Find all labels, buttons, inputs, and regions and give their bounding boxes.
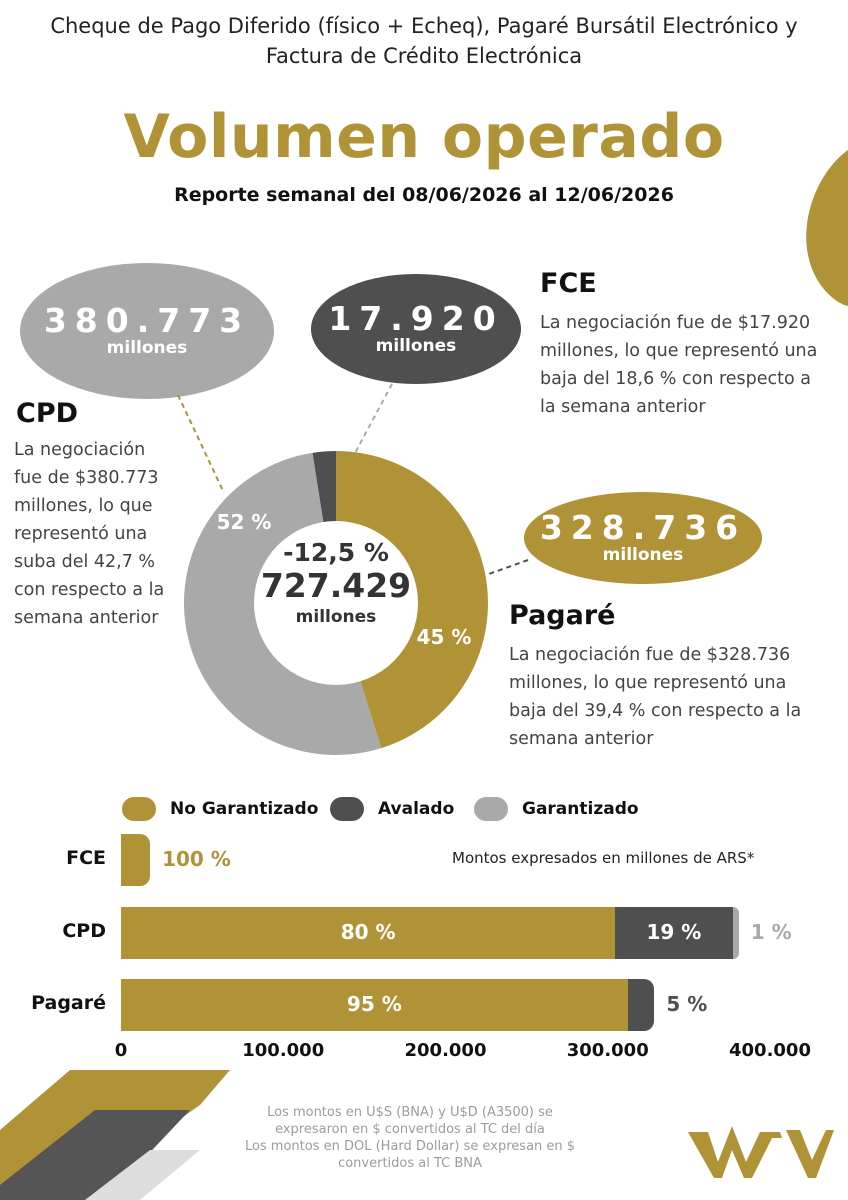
legend-swatch (474, 797, 508, 821)
fce-bubble-unit: millones (375, 336, 457, 357)
cpd-description (14, 436, 194, 632)
fce-description (540, 309, 840, 421)
bar-value-label: 100 % (162, 847, 231, 871)
cpd-line: representó una (14, 524, 148, 544)
bar-category-label: Pagaré (31, 992, 106, 1014)
x-axis-tick-label: 0 (114, 1040, 128, 1061)
pagare-description (509, 641, 839, 753)
bar-value-label: 19 % (646, 920, 702, 944)
cpd-bubble-unit: millones (106, 338, 188, 359)
brand-logo (686, 1120, 836, 1180)
cpd-heading: CPD (16, 398, 79, 429)
logo-stroke-1 (688, 1126, 782, 1178)
legend-label: Avalado (378, 799, 455, 819)
legend-garantizado (474, 797, 639, 821)
page-title: Volumen operado (123, 102, 725, 172)
bar-segment-garantizado (733, 907, 739, 959)
footnote-line: Los montos en U$S (BNA) y U$D (A3500) se (267, 1105, 553, 1120)
footnote-line: convertidos al TC BNA (338, 1156, 482, 1171)
amounts-note: Montos expresados en millones de ARS* (452, 849, 755, 867)
header-line-1: Cheque de Pago Diferido (físico + Echeq), Pagaré Bursátil Electrónico y (50, 14, 798, 38)
pagare-line: semana anterior (509, 729, 654, 749)
pagare-bubble-unit: millones (602, 545, 684, 566)
legend-label: No Garantizado (170, 799, 319, 819)
donut-percent-label: 52 % (216, 510, 272, 534)
x-axis-tick-label: 400.000 (729, 1040, 811, 1061)
footnote-line: Los montos en DOL (Hard Dollar) se expresan en $ (244, 1139, 576, 1154)
pagare-line: millones, lo que representó una (509, 673, 787, 693)
fce-line: millones, lo que representó una (540, 341, 818, 361)
bar-segment-no-garantizado (121, 834, 150, 886)
cpd-line: fue de $380.773 (14, 468, 159, 488)
cpd-bubble-value: 380.773 (43, 300, 251, 340)
fce-bubble-value: 17.920 (328, 298, 504, 338)
bar-chart (0, 830, 848, 1070)
donut-total: 727.429 (260, 566, 412, 605)
fce-line: la semana anterior (540, 397, 706, 417)
bar-value-label: 5 % (666, 992, 708, 1016)
donut-percent-label: 45 % (416, 625, 472, 649)
x-axis-tick-label: 100.000 (242, 1040, 325, 1061)
legend-swatch (330, 797, 364, 821)
report-subtitle: Reporte semanal del 08/06/2026 al 12/06/2026 (174, 184, 674, 206)
cpd-line: con respecto a la (14, 580, 165, 600)
donut-unit: millones (295, 607, 377, 627)
pagare-line: La negociación fue de $328.736 (509, 645, 791, 665)
donut-center (256, 538, 416, 627)
cpd-line: suba del 42,7 % (14, 552, 156, 572)
donut-change: -12,5 % (283, 538, 389, 567)
legend-avalado (330, 797, 454, 821)
fce-line: baja del 18,6 % con respecto a (540, 369, 812, 389)
pagare-bubble-value: 328.736 (539, 507, 747, 547)
bar-value-label: 80 % (340, 920, 396, 944)
fce-line: La negociación fue de $17.920 (540, 313, 811, 333)
header-line-2: Factura de Crédito Electrónica (265, 44, 583, 68)
x-axis-tick-label: 300.000 (566, 1040, 649, 1061)
x-axis-tick-label: 200.000 (404, 1040, 487, 1061)
bar-value-label: 1 % (750, 920, 792, 944)
bar-category-label: CPD (62, 920, 106, 942)
fce-heading: FCE (540, 268, 597, 299)
logo-stroke-2 (786, 1130, 834, 1178)
legend-label: Garantizado (522, 799, 639, 819)
bar-segment-avalado (628, 979, 655, 1031)
footnote-line: expresaron en $ convertidos al TC del día (275, 1122, 545, 1137)
bar-value-label: 95 % (346, 992, 402, 1016)
cpd-line: millones, lo que (14, 496, 153, 516)
legend-no-garantizado (122, 797, 318, 821)
footnote (200, 1104, 620, 1172)
cpd-line: La negociación (14, 440, 146, 460)
pagare-line: baja del 39,4 % con respecto a la (509, 701, 802, 721)
cpd-line: semana anterior (14, 608, 159, 628)
bar-category-label: FCE (66, 847, 106, 869)
legend-swatch (122, 797, 156, 821)
pagare-heading: Pagaré (509, 600, 616, 631)
